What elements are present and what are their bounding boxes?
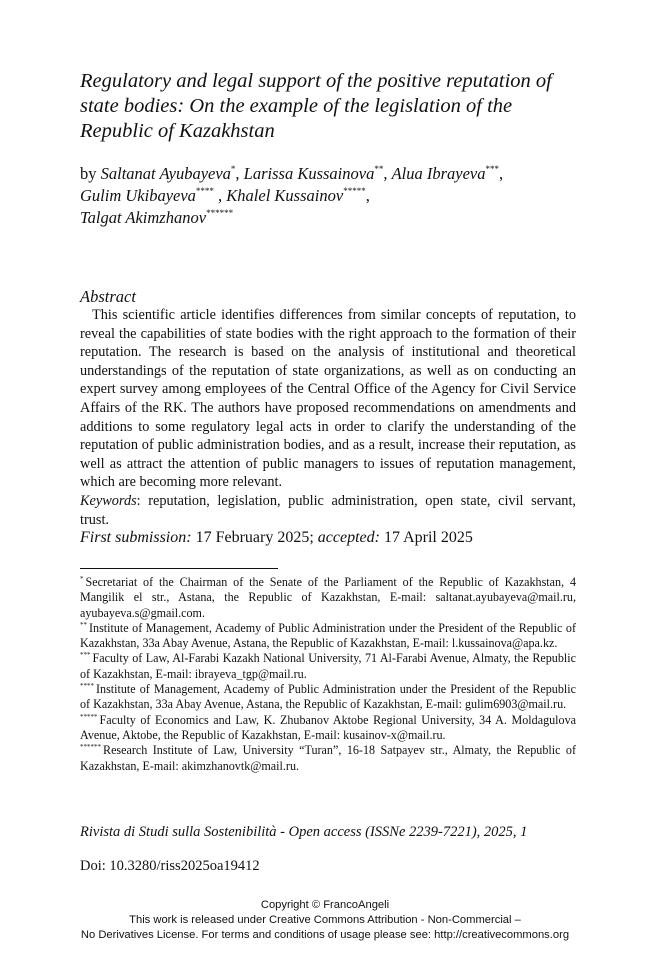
footnote-mark: ******: [206, 208, 234, 218]
author-name: Saltanat Ayubayeva: [100, 164, 231, 183]
footnote-mark: ***: [485, 164, 500, 174]
author-3: [392, 164, 504, 183]
footnote-text: Secretariat of the Chairman of the Senate of the Parliament of the Republic of Kazakhstan, 4 Mangilik el str., Astana, the Republic of Kazakhstan, E-mail: saltanat.ayubayeva@mail.ru, ayubayeva.s@gmail.com.: [80, 575, 576, 620]
author-name: Khalel Kussainov: [226, 186, 344, 205]
license-line: This work is released under Creative Commons Attribution - Non-Commercial –: [129, 914, 521, 927]
author-separator: ,: [235, 164, 244, 183]
footnote-mark: ****: [80, 682, 94, 691]
footnote-mark: *****: [343, 186, 366, 196]
author-name: Larissa Kussainova: [243, 164, 375, 183]
copyright-notice: [0, 898, 650, 944]
footnote-text: Research Institute of Law, University “Turan”, 16-18 Satpayev str., Almaty, the Republic of Kazakhstan, E-mail: akimzhanovtk@mail.ru.: [80, 743, 576, 773]
footnote-text: Institute of Management, Academy of Public Administration under the President of the Republic of Kazakhstan, 33a Abay Avenue, Astana, the Republic of Kazakhstan, E-mail: l.kussainova@apa.kz.: [80, 620, 576, 651]
keywords-label: Keywords: [80, 492, 137, 509]
footnote-mark: ******: [80, 743, 101, 752]
footnote-1: [80, 575, 576, 621]
author-list: [80, 163, 580, 229]
footnote-mark: ****: [195, 186, 214, 196]
author-5: [226, 186, 370, 205]
copyright-line: Copyright © FrancoAngeli: [260, 899, 390, 911]
footnote-3: [80, 651, 576, 682]
footnote-mark: **: [374, 164, 384, 174]
footnote-mark: **: [80, 620, 87, 629]
author-separator: ,: [365, 186, 370, 205]
author-2: [244, 164, 392, 183]
footnote-mark: *: [230, 164, 236, 174]
submission-dates: [80, 529, 473, 547]
doi: Doi: 10.3280/riss2025oa19412: [80, 858, 260, 874]
first-submission-label: First submission:: [80, 529, 192, 546]
author-name: Alua Ibrayeva: [391, 164, 486, 183]
article-title: Regulatory and legal support of the positive reputation of state bodies: On the example of the legislation of the Republic of Kazakhstan: [80, 70, 552, 142]
author-name: Talgat Akimzhanov: [80, 208, 207, 227]
by-label: by: [80, 164, 97, 183]
author-4: [80, 186, 226, 205]
author-separator: ,: [499, 164, 504, 183]
footnote-2: [80, 621, 576, 652]
abstract: [80, 306, 576, 529]
first-submission-date: 17 February 2025;: [191, 529, 318, 546]
footnote-5: [80, 713, 576, 744]
footnote-divider: [80, 568, 278, 569]
footnote-text: Faculty of Economics and Law, K. Zhubanov Aktobe Regional University, 34 A. Moldagulova Avenue, Aktobe, the Republic of Kazakhstan, E-mail: kusainov-x@mail.ru.: [80, 712, 576, 742]
author-name: Gulim Ukibayeva: [80, 186, 196, 205]
footnote-6: [80, 743, 576, 774]
footnote-mark: *: [80, 575, 84, 583]
author-separator: ,: [213, 186, 227, 205]
footnote-text: Faculty of Law, Al-Farabi Kazakh National University, 71 Al-Farabi Avenue, Almaty, the Republic of Kazakhstan, E-mail: ibrayeva_tgp@mail.ru.: [80, 651, 576, 681]
footnote-mark: ***: [80, 651, 91, 660]
journal-citation: Rivista di Studi sulla Sostenibilità - Open access (ISSNe 2239-7221), 2025, 1: [80, 824, 528, 840]
accepted-date: 17 April 2025: [379, 529, 473, 546]
author-1: [101, 164, 244, 183]
license-line: No Derivatives License. For terms and conditions of usage please see: http://creativecommons.org: [80, 929, 570, 942]
footnote-text: Institute of Management, Academy of Public Administration under the President of the Republic of Kazakhstan, 33a Abay Avenue, Astana, the Republic of Kazakhstan, E-mail: gulim6903@mail.ru.: [80, 682, 576, 712]
accepted-label: accepted:: [317, 529, 380, 546]
footnote-4: [80, 682, 576, 713]
footnotes: [80, 575, 576, 774]
abstract-heading: Abstract: [80, 287, 136, 306]
author-separator: ,: [383, 164, 392, 183]
keywords-list: : reputation, legislation, public administration, open state, civil servant, trust.: [80, 492, 576, 528]
abstract-text: This scientific article identifies differences from similar concepts of reputation, to reveal the capabilities of state bodies with the right approach to the formation of their reputation. The research is based on the analysis of institutional and theoretical understandings of the reputation of state organizations, as well as on conducting an expert survey among employees of the Central Office of the Agency for Civil Service Affairs of the RK. The authors have proposed recommendations on amendments and additions to some regulatory legal acts in order to clarify the understanding of the reputation of public administration bodies, and as a result, increase their reputation, as well as attract the attention of public managers to issues of reputation management, which are becoming more relevant.: [80, 307, 576, 491]
keywords: [80, 492, 576, 529]
author-6: [80, 208, 233, 227]
footnote-mark: *****: [80, 712, 98, 721]
